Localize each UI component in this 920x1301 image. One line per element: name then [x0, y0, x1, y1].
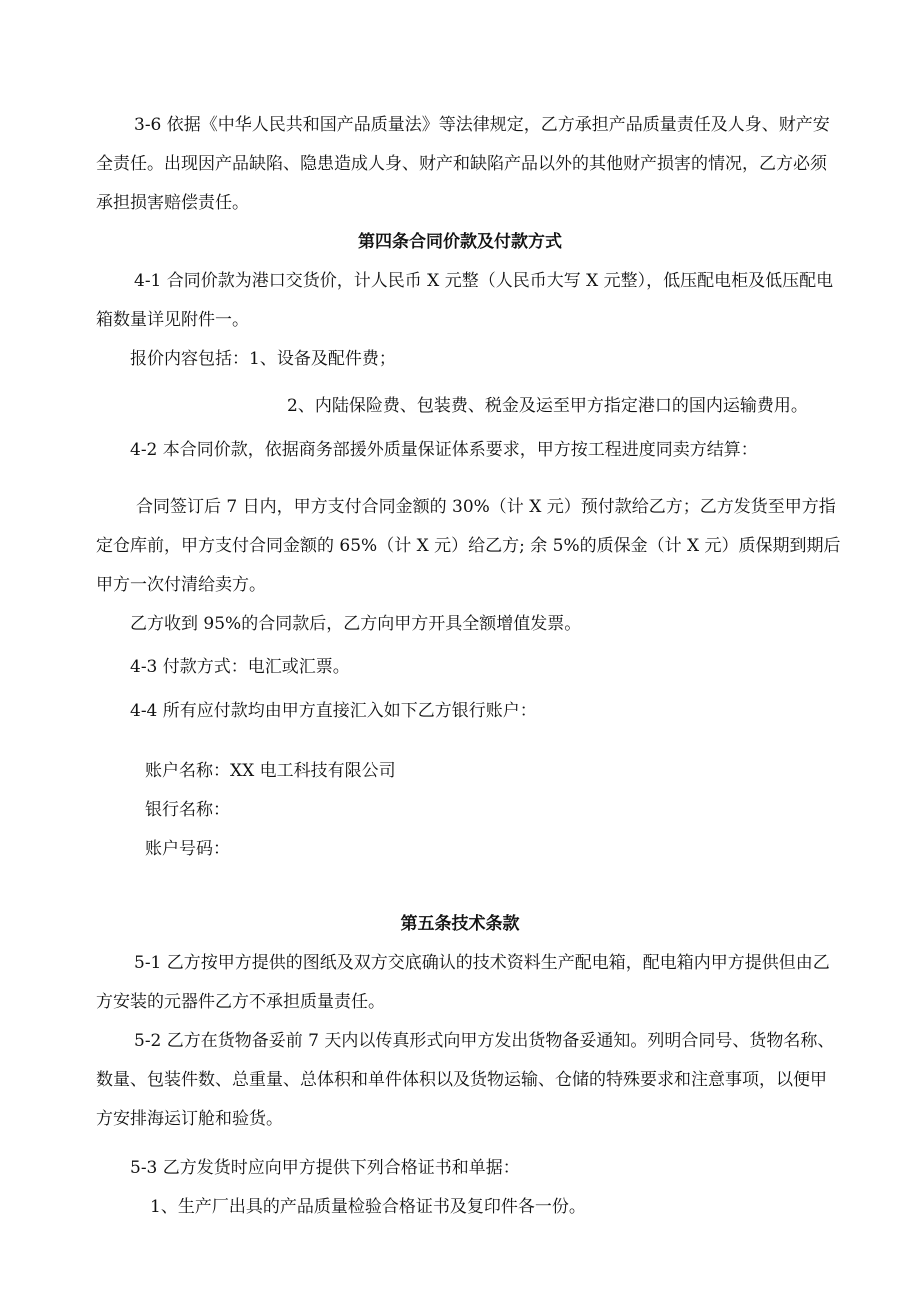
clause-4-1-line-1: 4-1 合同价款为港口交货价，计人民币 X 元整（人民币大写 X 元整），低压配电柜及低压配电 [134, 271, 834, 291]
payment-terms-line-3: 甲方一次付清给卖方。 [96, 575, 266, 595]
clause-5-1-line-1: 5-1 乙方按甲方提供的图纸及双方交底确认的技术资料生产配电箱，配电箱内甲方提供但由乙 [134, 953, 830, 973]
clause-5-2-line-1: 5-2 乙方在货物备妥前 7 天内以传真形式向甲方发出货物备妥通知。列明合同号、货物名称、 [134, 1031, 835, 1051]
clause-5-2-line-2: 数量、包装件数、总重量、总体积和单件体积以及货物运输、仓储的特殊要求和注意事项，以便甲 [96, 1070, 827, 1090]
quote-content-line-1: 报价内容包括：1、设备及配件费； [130, 349, 396, 369]
clause-5-2-line-3: 方安排海运订舱和验货。 [96, 1109, 283, 1129]
clause-5-3: 5-3 乙方发货时应向甲方提供下列合格证书和单据： [130, 1158, 520, 1178]
clause-3-6-line-3: 承担损害赔偿责任。 [96, 193, 249, 213]
payment-terms-line-2: 定仓库前，甲方支付合同金额的 65%（计 X 元）给乙方; 余 5%的质保金（计 X 元）质保期到期后 [96, 536, 841, 556]
article-5-heading: 第五条技术条款 [400, 914, 520, 934]
invoice-note: 乙方收到 95%的合同款后，乙方向甲方开具全额增值发票。 [130, 614, 582, 634]
clause-4-4: 4-4 所有应付款均由甲方直接汇入如下乙方银行账户： [130, 701, 537, 721]
article-4-heading: 第四条合同价款及付款方式 [358, 232, 562, 252]
clause-3-6-line-1: 3-6 依据《中华人民共和国产品质量法》等法律规定，乙方承担产品质量责任及人身、财产安 [134, 115, 830, 135]
quote-content-line-2: 2、内陆保险费、包装费、税金及运至甲方指定港口的国内运输费用。 [287, 396, 808, 416]
clause-4-1-line-2: 箱数量详见附件一。 [96, 310, 249, 330]
bank-name: 银行名称： [145, 800, 230, 820]
clause-4-2: 4-2 本合同价款，依据商务部援外质量保证体系要求，甲方按工程进度同卖方结算： [130, 440, 758, 460]
clause-4-3: 4-3 付款方式：电汇或汇票。 [130, 657, 350, 677]
clause-5-3-item-1: 1、生产厂出具的产品质量检验合格证书及复印件各一份。 [150, 1197, 586, 1217]
account-name: 账户名称：XX 电工科技有限公司 [145, 761, 396, 781]
clause-5-1-line-2: 方安装的元器件乙方不承担质量责任。 [96, 992, 385, 1012]
clause-3-6-line-2: 全责任。出现因产品缺陷、隐患造成人身、财产和缺陷产品以外的其他财产损害的情况，乙方必须 [96, 154, 827, 174]
payment-terms-line-1: 合同签订后 7 日内，甲方支付合同金额的 30%（计 X 元）预付款给乙方；乙方发货至甲方指 [136, 497, 836, 517]
account-number: 账户号码： [145, 839, 230, 859]
